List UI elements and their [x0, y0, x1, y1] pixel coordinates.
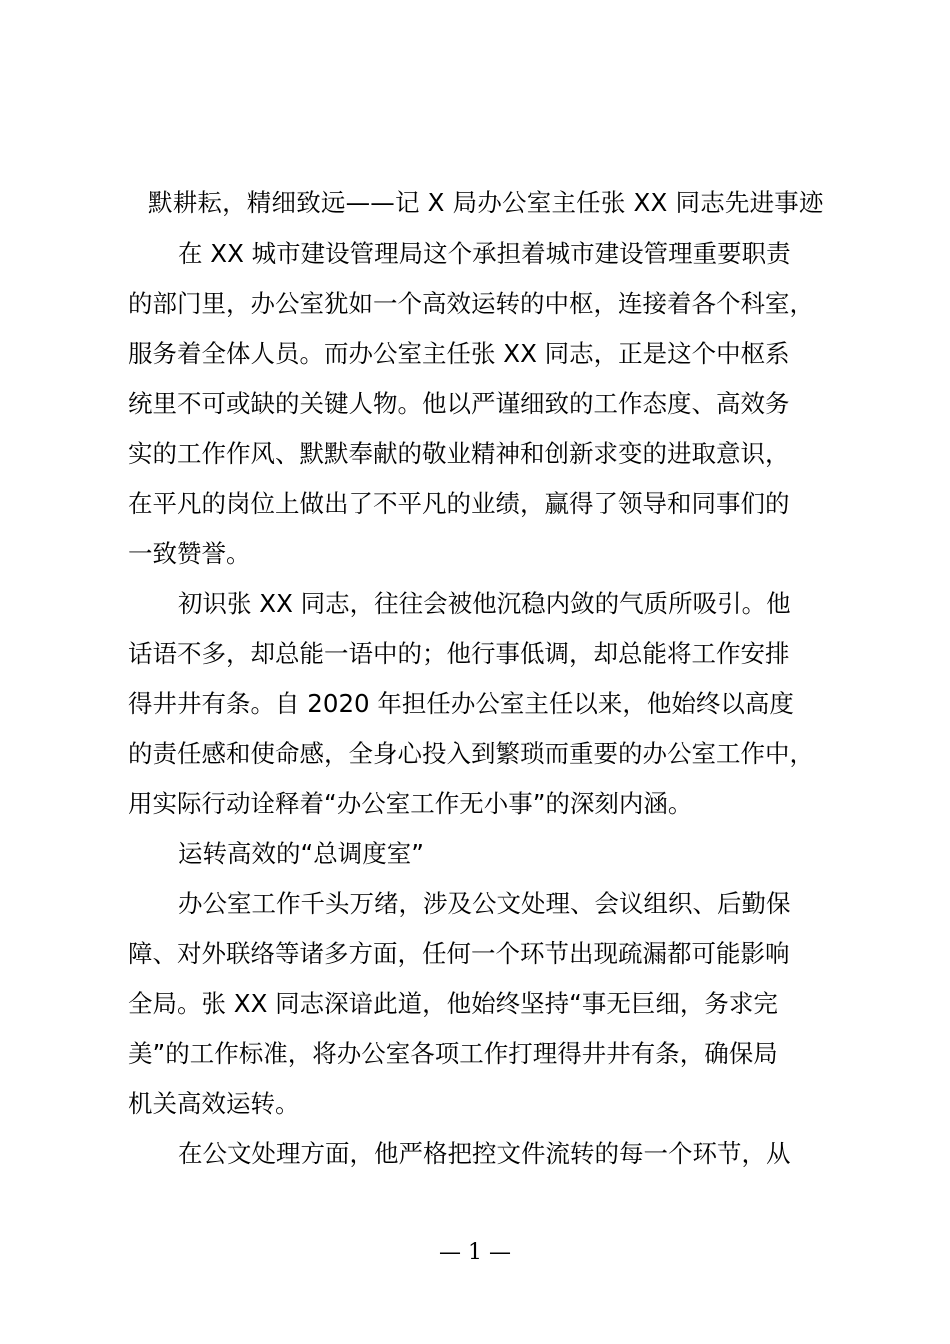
paragraph-line: 在公文处理方面，他严格把控文件流转的每一个环节，从: [178, 1139, 791, 1168]
paragraph-line: 的责任感和使命感，全身心投入到繁琐而重要的办公室工作中，: [128, 739, 814, 768]
paragraph-line: 初识张 XX 同志，往往会被他沉稳内敛的气质所吸引。他: [178, 589, 791, 618]
paragraph-line: 美”的工作标准，将办公室各项工作打理得井井有条，确保局: [128, 1039, 778, 1068]
document-title: 默耕耘，精细致远——记 X 局办公室主任张 XX 同志先进事迹: [148, 188, 824, 217]
paragraph-line: 办公室工作千头万绪，涉及公文处理、会议组织、后勤保: [178, 889, 791, 918]
paragraph-line: 话语不多，却总能一语中的；他行事低调，却总能将工作安排: [128, 639, 790, 668]
paragraph-line: 统里不可或缺的关键人物。他以严谨细致的工作态度、高效务: [128, 389, 790, 418]
paragraph-line: 全局。张 XX 同志深谙此道，他始终坚持“事无巨细，务求完: [128, 989, 778, 1018]
paragraph-line: 机关高效运转。: [128, 1089, 300, 1118]
paragraph-line: 在平凡的岗位上做出了不平凡的业绩，赢得了领导和同事们的: [128, 489, 790, 518]
page-number: — 1 —: [439, 1240, 511, 1265]
section-heading: 运转高效的“总调度室”: [178, 839, 424, 868]
paragraph-line: 用实际行动诠释着“办公室工作无小事”的深刻内涵。: [128, 789, 693, 818]
paragraph-line: 的部门里，办公室犹如一个高效运转的中枢，连接着各个科室，: [128, 289, 814, 318]
paragraph-line: 服务着全体人员。而办公室主任张 XX 同志，正是这个中枢系: [128, 339, 790, 368]
paragraph-line: 得井井有条。自 2020 年担任办公室主任以来，他始终以高度: [128, 689, 794, 718]
paragraph-line: 一致赞誉。: [128, 539, 251, 568]
paragraph-line: 实的工作作风、默默奉献的敬业精神和创新求变的进取意识，: [128, 439, 790, 468]
paragraph-line: 在 XX 城市建设管理局这个承担着城市建设管理重要职责: [178, 239, 791, 268]
paragraph-line: 障、对外联络等诸多方面，任何一个环节出现疏漏都可能影响: [128, 939, 790, 968]
